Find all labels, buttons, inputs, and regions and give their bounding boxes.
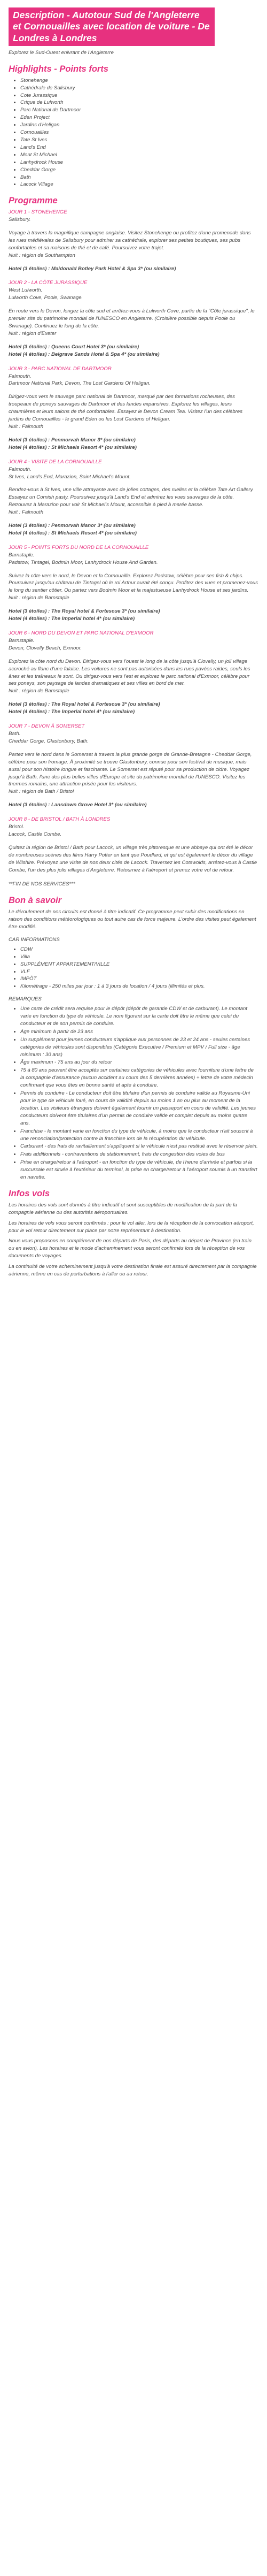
spacer [9,838,258,844]
day-location: Barnstaple. [9,637,35,644]
day-night: Nuit : Falmouth [9,509,44,516]
hotel-line: Hotel (4 étoiles) : The Imperial hotel 4* (ou similaire) [9,709,135,715]
highlight-item: • Mont St Michael [20,151,258,159]
infos-vols-paragraph: La continuité de votre acheminement jusqu'à votre destination finale est assuré directement par la compagnie aérienne, même en cas de perturbations à l'aller ou au retour. [9,1264,257,1278]
day-location: Lulworth Cove, Poole, Swanage. [9,295,83,301]
day-location: Dartmoor National Park, Devon, The Lost Gardens Of Heligan. [9,380,151,387]
highlight-item: • Tate St Ives [20,136,258,144]
day-location: Bristol. [9,824,25,830]
car-info-item: • Villa [20,953,258,961]
day-night: Nuit : région de Southampton [9,252,75,258]
programme-days [9,209,258,874]
highlights-list [9,77,258,189]
highlight-item: • Cote Jurassique [20,92,258,100]
car-info-item: • VLF [20,968,258,976]
day-location: Falmouth. [9,466,32,472]
programme-heading: Programme [9,196,58,206]
day-night: Nuit : région d'Exeter [9,330,57,337]
hotel-line: Hotel (4 étoiles) : St Michaels Resort 4* (ou similaire) [9,444,137,450]
car-info-item: • CDW [20,946,258,953]
highlight-item: • Land's End [20,144,258,151]
day-description: En route vers le Devon, longez la côte sud et arrêtez-vous à Lulworth Cove, partie de la "Côte jurassique", le premier site du patrimoine mondial de l'UNESCO en Angleterre. (Croisière possible depuis Poole ou Swanage). Continuez le long de la côte. [9,308,255,329]
highlight-item: • Eden Project [20,114,258,121]
bon-a-savoir-text: Le déroulement de nos circuits est donné à titre indicatif. Ce programme peut subir des modifications en raison des conditions météorologiques ou tout autre cas de force majeure. L'ordre des visites peut également être modifié. [9,909,256,930]
highlight-item: • Parc National de Dartmoor [20,106,258,114]
hotel-line: Hotel (3 étoiles) : Lansdown Grove Hotel 3* (ou similaire) [9,802,147,808]
highlight-item: • Jardins d'Heligan [20,121,258,129]
car-info-item: • Kilométrage - 250 miles par jour : 1 à 3 jours de location / 4 jours (illimités et plus. [20,983,258,990]
day-location: Falmouth. [9,373,32,379]
infos-vols-heading: Infos vols [9,1188,50,1198]
remark-item: • Un supplément pour jeunes conducteurs s'applique aux personnes de 23 et 24 ans - seules certaines catégories de véhicules sont disponibles (Catégorie Executive / Premium et MPV / Full size - âge minimum : 30 ans) [20,1036,258,1059]
day-description: Partez vers le nord dans le Somerset à travers la plus grande gorge de Grande-Bretagne - Cheddar Gorge, célèbre pour son fromage. À proximité se trouve Glastonbury, connue pour son festival de musique, mais aussi pour son histoire longue et fascinante. Le Somerset est réputé pour sa production de cidre. Voyagez jusqu'à Bath, l'une des plus belles villes d'Europe et site du patrimoine mondial de l'UNESCO. Visitez les thermes romains, une attraction prisée pour les visiteurs. [9,751,252,788]
day-description: Explorez la côte nord du Devon. Dirigez-vous vers l'ouest le long de la côte jusqu'à Clovelly, un joli village accroché au flanc d'une falaise. Les voitures ne sont pas autorisées dans les rues pavées raides, seuls les ânes et les traîneaux le sont. Ou dirigez-vous vers l'est et explorez le parc national d'Exmoor, célèbre pour ses poneys, son paysage de landes dramatiques et ses villes en bord de mer. [9,658,250,687]
spacer [9,259,258,265]
day-title: JOUR 3 - PARC NATIONAL DE DARTMOOR [9,365,112,372]
day-location: Cheddar Gorge, Glastonbury, Bath. [9,738,89,744]
infos-vols-paragraph: Nous vous proposons en complément de nos départs de Paris, des départs au départ de Province (en train ou en avion). Les horaires et le mode d'acheminement vous seront confirmés lors de la réception de vos documents de voyages. [9,1238,252,1259]
day-title: JOUR 6 - NORD DU DEVON ET PARC NATIONAL D'EXMOOR [9,630,154,636]
highlight-item: • Cathédrale de Salisbury [20,85,258,92]
spacer [9,567,258,572]
day-night: Nuit : Falmouth [9,423,44,430]
highlight-item: • Bath [20,174,258,181]
day-description: Quittez la région de Bristol / Bath pour Lacock, un village très pittoresque et une abbaye qui ont été le décor de nombreuses scènes des films Harry Potter en tant que Poudlard, et qui est également le décor du village de Wilshire. Prévoyez une visite de nos deux cités de Lacock. Traversez les Cotswolds, arrêtez-vous à Castle Combe, l'un des plus jolis villages d'Angleterre. Retournez à l'aéroport et prenez votre vol de retour. [9,844,257,873]
day-location: St Ives, Land's End, Marazion, Saint Michael's Mount. [9,473,131,480]
day-description: Voyage à travers la magnifique campagne anglaise. Visitez Stonehenge ou profitez d'une promenade dans les rues médiévales de Salisbury pour admirer sa cathédrale, explorer ses petites boutiques, ses pubs confortables et sa maisons de thé et de café. Poursuivez votre trajet. [9,230,251,251]
car-info-item: • SUPPLÉMENT APPARTEMENT/VILLE [20,961,258,968]
day-night: Nuit : région de Bath / Bristol [9,789,74,795]
remark-item: • Carburant - des frais de ravitaillement s'appliquent si le véhicule n'est pas restitué avec le réservoir plein. [20,1143,258,1150]
hotel-line: Hotel (3 étoiles) : Penmorvah Manor 3* (ou similaire) [9,523,136,529]
page-title: Description - Autotour Sud de l'Angleterre et Cornouailles avec location de voiture - De Londres à Londres [9,7,215,46]
day-title: JOUR 8 - DE BRISTOL / BATH À LONDRES [9,816,111,823]
car-info-item: • IMPÔT [20,975,258,983]
day-description: Dirigez-vous vers le sauvage parc national de Dartmoor, marqué par des formations rocheuses, des troupeaux de poneys sauvages de Dartmoor et des landes expansives. Explorez les villages, leurs chaumières et leurs salons de thé confortables. Essayez le Devon Cream Tea. Visitez l'un des célèbres jardins de Cornouailles - le grand Eden ou les Lost Gardens of Heligan. [9,394,243,423]
day-location: Salisbury. [9,217,31,223]
spacer [9,652,258,658]
hotel-line: Hotel (3 étoiles) : The Royal hotel & Fortescue 3* (ou similaire) [9,608,160,615]
highlight-item: • Crique de Lulworth [20,99,258,106]
spacer [9,338,258,343]
highlight-item: • Lacock Village [20,181,258,188]
day-description: Suivez la côte vers le nord, le Devon et la Cornouaille. Explorez Padstow, célèbre pour ses fish & chips. Poursuivez jusqu'au château de Tintagel où le roi Arthur aurait été conçu. Profitez des vues et promenez-vous le long du sentier côtier. Ou partez vers Bodmin Moor et la majestueuse Lanhydrock House et ses jardins. [9,572,258,594]
car-info-list [9,946,258,990]
spacer [9,302,258,308]
spacer [9,387,258,393]
day-title: JOUR 7 - DEVON À SOMERSET [9,723,85,730]
programme-day [9,544,258,623]
highlight-item: • Cornouailles [20,129,258,136]
programme-day [9,279,258,358]
hotel-line: Hotel (4 étoiles) : Belgrave Sands Hotel & Spa 4* (ou similaire) [9,351,160,357]
spacer [9,516,258,522]
day-location: Padstow, Tintagel, Bodmin Moor, Lanhydrock House And Garden. [9,559,158,565]
infos-vols-paragraph: Les horaires de vols vous seront confirmés : pour le vol aller, lors de la réception de la convocation aéroport, pour le vol retour directement sur place par notre représentant à destination. [9,1220,254,1234]
remarks-list [9,1005,258,1181]
end-note: **FIN DE NOS SERVICES*** [9,881,75,888]
remark-item: • Prise en charge/retour à l'aéroport - en fonction du type de véhicule, de l'heure d'arrivée et parfois si la succursale est située à l'extérieur du terminal, la prise en charge/retour à l'aéroport soumis à un transfert en navette. [20,1159,258,1181]
programme-day [9,630,258,716]
highlight-item: • Lanhydrock House [20,159,258,166]
day-location: Barnstaple. [9,552,35,558]
highlights-heading: Highlights - Points forts [9,64,108,74]
day-night: Nuit : région de Barnstaple [9,688,69,694]
day-location: West Lulworth. [9,287,43,294]
hotel-line: Hotel (3 étoiles) : Queens Court Hotel 3* (ou similaire) [9,343,139,350]
day-title: JOUR 5 - POINTS FORTS DU NORD DE LA CORNOUAILLE [9,544,149,551]
remark-item: • Une carte de crédit sera requise pour le dépôt (dépôt de garantie CDW et de carburant). Le montant varie en fonction du type de véhicule. Le nom figurant sur la carte doit être le même que celui du conducteur et de son permis de conduire. [20,1005,258,1028]
programme-day [9,816,258,874]
remark-item: • Franchise - le montant varie en fonction du type de véhicule, à moins que le conducteur n'ait souscrit à une renonciation/protection contre la franchise lors de la récupération du véhicule. [20,1128,258,1143]
remark-item: • Âge maximum - 75 ans au jour du retour [20,1059,258,1066]
hotel-line: Hotel (4 étoiles) : St Michaels Resort 4* (ou similaire) [9,530,137,536]
programme-day [9,723,258,809]
day-description: Rendez-vous à St Ives, une ville attrayante avec de jolies cottages, des ruelles et la célèbre Tate Art Gallery. Essayez un Cornish pasty. Poursuivez jusqu'à Land's End et admirez les vues sauvages de la côte. Retrouvez à Marazion pour voir St Michael's Mount, accessible à pied à marée basse. [9,487,254,508]
remark-item: • Frais additionnels - contraventions de stationnement, frais de congestion des voies de bus [20,1151,258,1158]
intro-text: Explorez le Sud-Ouest enivrant de l'Angleterre [9,50,114,56]
spacer [9,796,258,801]
remark-item: • Âge minimum à partir de 23 ans [20,1028,258,1036]
programme-day [9,365,258,452]
car-info-label: CAR INFORMATIONS [9,936,60,943]
infos-vols-text [9,1202,258,1278]
spacer [9,602,258,608]
remark-item: • Permis de conduire - Le conducteur doit être titulaire d'un permis de conduire valide au Royaume-Uni pour le type de véhicule loué, en cours de validité depuis au moins 1 an ou plus au moment de la location. Les visiteurs étrangers doivent également fournir un passeport en cours de validité. Les jeunes conducteurs doivent être titulaires d'un permis de conduire valide et complet depuis au moins quatre ans. [20,1090,258,1127]
hotel-line: Hotel (3 étoiles) : Penmorvah Manor 3* (ou similaire) [9,437,136,443]
spacer [9,745,258,751]
hotel-line: Hotel (3 étoiles) : The Royal hotel & Fortescue 3* (ou similaire) [9,701,160,708]
infos-vols-paragraph: Les horaires des vols sont donnés à titre indicatif et sont susceptibles de modification de la part de la compagnie aérienne ou des autorités aéroportuaires. [9,1202,237,1216]
programme-day [9,458,258,537]
hotel-line: Hotel (3 étoiles) : Maidonald Botley Park Hotel & Spa 3* (ou similaire) [9,265,176,272]
day-night: Nuit : région de Barnstaple [9,595,69,601]
programme-day [9,209,258,272]
day-location: Bath. [9,730,21,737]
highlight-item: • Cheddar Gorge [20,166,258,174]
remark-item: • 75 à 80 ans peuvent être acceptés sur certaines catégories de véhicules avec fourniture d'une lettre de la compagnie d'assurance (aucun accident au cours des 5 dernières années) + lettre de votre médecin confirmant que vous êtes en bonne santé et apte à conduire. [20,1067,258,1089]
spacer [9,695,258,701]
hotel-line: Hotel (4 étoiles) : The Imperial hotel 4* (ou similaire) [9,616,135,622]
remarks-label: REMARQUES [9,996,42,1003]
day-location: Devon, Clovelly Beach, Exmoor. [9,645,82,651]
spacer [9,480,258,486]
bon-a-savoir-heading: Bon à savoir [9,896,62,906]
day-title: JOUR 2 - LA CÔTE JURASSIQUE [9,280,88,286]
spacer [9,431,258,437]
day-title: JOUR 4 - VISITE DE LA CORNOUAILLE [9,458,102,465]
day-title: JOUR 1 - STONEHENGE [9,209,67,216]
highlight-item: • Stonehenge [20,77,258,85]
spacer [9,224,258,230]
day-location: Lacock, Castle Combe. [9,831,62,837]
